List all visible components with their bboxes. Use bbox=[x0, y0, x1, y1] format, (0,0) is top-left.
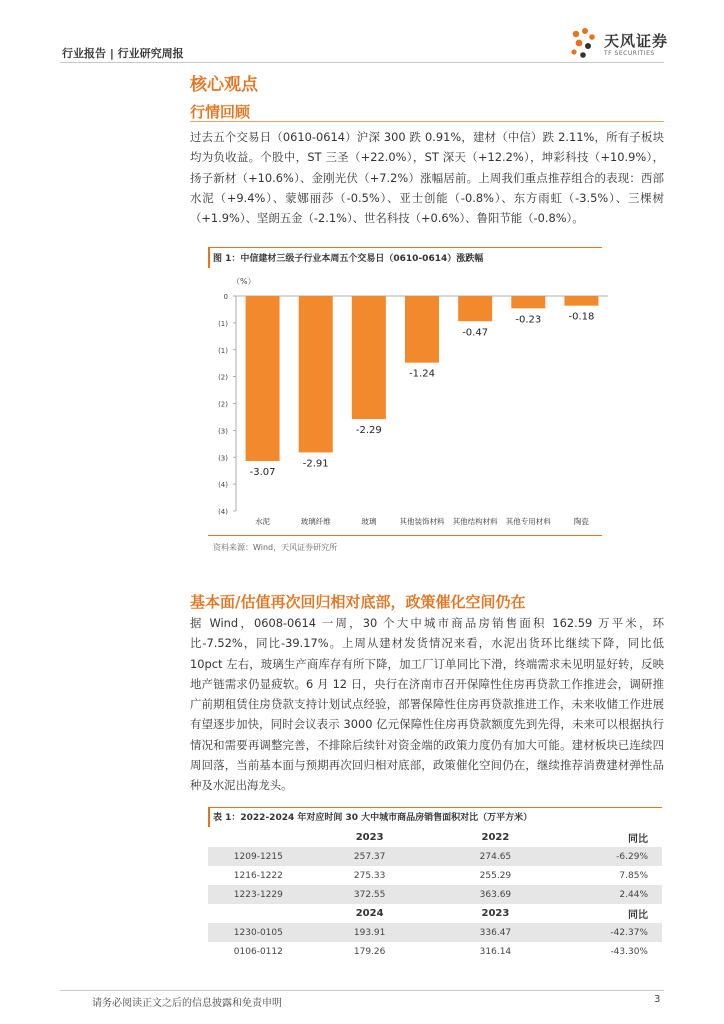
table-cell: 同比 bbox=[628, 910, 648, 921]
table-cell: 2022 bbox=[481, 832, 510, 843]
y-tick-label: (4) bbox=[218, 481, 228, 490]
footer-disclaimer: 请务必阅读正文之后的信息披露和免责申明 bbox=[92, 998, 282, 1009]
page-number: 3 bbox=[654, 994, 661, 1005]
figure-top-rule bbox=[208, 247, 602, 248]
bar-value-label: -0.18 bbox=[568, 311, 595, 323]
table-cell: 1230-0105 bbox=[208, 923, 309, 942]
figure-source: 资料来源：Wind，天风证券研究所 bbox=[213, 543, 338, 552]
bar bbox=[511, 296, 545, 308]
table-cell: 193.91 bbox=[309, 923, 431, 942]
table-cell: 257.37 bbox=[309, 847, 431, 866]
bar-value-label: -0.47 bbox=[462, 327, 489, 339]
table-row bbox=[208, 942, 662, 961]
table-cell: 1216-1222 bbox=[233, 870, 283, 881]
table-header-row bbox=[208, 904, 662, 923]
y-unit-label: （%） bbox=[232, 277, 256, 286]
table-row bbox=[208, 923, 662, 942]
table-cell: 316.14 bbox=[479, 946, 512, 957]
x-tick-label: 其他专用材料 bbox=[505, 517, 551, 526]
table-cell: 255.29 bbox=[479, 870, 512, 881]
bar bbox=[352, 296, 386, 419]
table-cell: 179.26 bbox=[353, 946, 386, 957]
y-tick-label: (2) bbox=[218, 373, 228, 382]
table-cell: 1223-1229 bbox=[208, 885, 309, 904]
market-review-divider bbox=[190, 121, 664, 122]
table-cell: -42.37% bbox=[560, 923, 662, 942]
bar bbox=[405, 296, 439, 363]
table-row bbox=[208, 866, 662, 885]
header-divider bbox=[60, 62, 664, 63]
report-type-header: 行业报告 | 行业研究周报 bbox=[62, 47, 184, 60]
table-cell: 336.47 bbox=[431, 923, 561, 942]
market-review-heading: 行情回顾 bbox=[190, 103, 251, 121]
bar-value-label: -2.91 bbox=[302, 458, 329, 470]
x-tick-label: 玻璃 bbox=[361, 517, 377, 526]
table-cell: 2.44% bbox=[560, 885, 662, 904]
y-tick-label: 0 bbox=[223, 293, 228, 301]
sales-area-table bbox=[208, 828, 662, 961]
x-tick-label: 玻璃纤维 bbox=[300, 517, 331, 526]
y-tick-label: (3) bbox=[218, 427, 228, 436]
table-cell bbox=[208, 828, 309, 847]
table-cell: 1209-1215 bbox=[208, 847, 309, 866]
y-tick-label: (1) bbox=[218, 346, 228, 355]
table-cell: -43.30% bbox=[610, 946, 648, 957]
table-cell: 同比 bbox=[628, 834, 648, 845]
company-logo bbox=[566, 26, 670, 62]
table-cell: 274.65 bbox=[431, 847, 561, 866]
table-cell: 2023 bbox=[355, 832, 384, 843]
fundamental-paragraph: 据 Wind，0608-0614 一周，30 个大中城市商品房销售面积 162.59 万平米，环比-7.52%，同比-39.17%。上周从建材发货情况来看，水泥出货环比继续下降，同比低 10pct 左右，玻璃生产商库存有所下降，加工厂订单同比下滑，终端需求未见明显好转，反映地产链需求仍显疲软。6 月 12 日，央行在济南市召开保障性住房再贷款工作推进会，调研推广前期租赁住房贷款支持计划试点经验，部署保障性住房再贷款推进工作，未来收储工作进展有望逐步加快，同时会议表示 3000 亿元保障性住房再贷款额度先到先得，未来可以根据执行情况和需要再调整完善，不排除后续针对资金端的政策力度仍有加大可能。建材板块已连续四周回落，当前基本面与预期再次回归相对底部，政策催化空间仍在，继续推荐消费建材弹性品种及水泥出海龙头。 bbox=[190, 616, 664, 793]
figure-bottom-rule bbox=[208, 535, 602, 536]
y-tick-label: (4) bbox=[218, 508, 228, 516]
table-row bbox=[208, 847, 662, 866]
x-tick-label: 其他结构材料 bbox=[452, 517, 498, 526]
table-cell: 372.55 bbox=[309, 885, 431, 904]
market-review-paragraph: 过去五个交易日（0610-0614）沪深 300 跌 0.91%，建材（中信）跌 2.11%，所有子板块均为负收益。个股中，ST 三圣（+22.0%），ST 深天（+12.2%），坤彩科技（+10.9%），扬子新材（+10.6%）、金刚光伏（+7.2%）涨幅居前。上周我们重点推荐组合的表现：西部水泥（+9.4%）、蒙娜丽莎（-0.5%）、亚士创能（-0.8%）、东方雨虹（-3.5%）、三棵树（+1.9%）、坚朗五金（-2.1%）、世名科技（+0.6%）、鲁阳节能（-0.8%）。 bbox=[190, 130, 664, 226]
footer-divider bbox=[60, 990, 664, 991]
y-tick-label: (2) bbox=[218, 400, 228, 409]
logo-name: 天风证券 bbox=[604, 32, 669, 50]
bar bbox=[458, 296, 492, 321]
table-cell: 2023 bbox=[481, 908, 510, 919]
table-cell: -6.29% bbox=[560, 847, 662, 866]
figure-title: 图 1：中信建材三级子行业本周五个交易日（0610-0614）涨跌幅 bbox=[213, 254, 484, 264]
bar-value-label: -2.29 bbox=[355, 425, 382, 437]
y-tick-label: (3) bbox=[218, 454, 228, 463]
x-tick-label: 其他装饰材料 bbox=[399, 517, 445, 526]
fundamental-heading: 基本面/估值再次回归相对底部，政策催化空间仍在 bbox=[190, 593, 526, 611]
bar-value-label: -3.07 bbox=[249, 467, 276, 479]
logo-mark-icon bbox=[566, 26, 602, 62]
logo-subtitle: TF SECURITIES bbox=[604, 50, 655, 57]
x-tick-label: 陶瓷 bbox=[573, 517, 589, 526]
bar bbox=[246, 296, 280, 461]
bar-value-label: -0.23 bbox=[515, 314, 542, 326]
table-cell: 7.85% bbox=[619, 870, 648, 881]
table-cell bbox=[208, 904, 309, 923]
table-top-rule bbox=[208, 807, 662, 808]
table-header-row bbox=[208, 828, 662, 847]
bar bbox=[564, 296, 598, 306]
core-view-heading: 核心观点 bbox=[190, 75, 258, 95]
x-tick-label: 水泥 bbox=[255, 517, 271, 526]
bar-chart bbox=[200, 268, 610, 534]
table-cell: 275.33 bbox=[353, 870, 386, 881]
bar-value-label: -1.24 bbox=[409, 368, 435, 380]
table-cell: 2024 bbox=[355, 908, 384, 919]
table-row bbox=[208, 885, 662, 904]
bar bbox=[299, 296, 333, 452]
table-title: 表 1：2022-2024 年对应时间 30 大中城市商品房销售面积对比（万平方米） bbox=[213, 813, 533, 823]
y-tick-label: (1) bbox=[218, 319, 228, 328]
figure-title-marker bbox=[208, 247, 210, 268]
table-title-marker bbox=[208, 807, 210, 827]
table-cell: 363.69 bbox=[431, 885, 561, 904]
table-cell: 0106-0112 bbox=[233, 946, 283, 957]
